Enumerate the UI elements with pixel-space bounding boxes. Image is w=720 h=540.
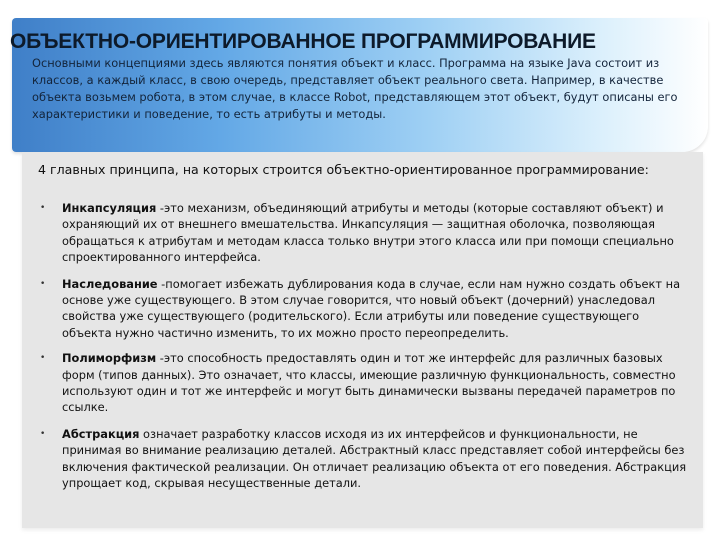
bullet-icon: • xyxy=(40,278,46,289)
principles-heading: 4 главных принципа, на которых строится объектно-ориентированное программирование: xyxy=(38,162,649,177)
bullet-icon: • xyxy=(40,428,46,439)
principle-term: Абстракция xyxy=(62,426,140,441)
principle-text: -это способность предоставлять один и тот же интерфейс для различных базовых форм (типов данных). Это означает, что классы, имеющие различную функциональность, совместно используют один и тот же интерфейс и могут быть динамически вызваны передачей параметров по ссылке. xyxy=(62,351,676,415)
principle-text: -помогает избежать дублирования кода в случае, если нам нужно создать объект на основе уже существующего. В этом случае говорится, что новый объект (дочерний) унаследовал свойства уже существующего (родительского). Если атрибуты или поведение существующего объекта нужно частично изменить, то их можно просто переопределить. xyxy=(62,276,681,340)
principle-term: Полиморфизм xyxy=(62,351,157,366)
bullet-icon: • xyxy=(40,353,46,364)
principle-text: -это механизм, объединяющий атрибуты и методы (которые составляют объект) и охраняющий их от внешнего вмешательства. Инкапсуляция — защитная оболочка, позволяющая обращаться к атрибутам и методам класса только внутри этого класса или при помощи специально спроектированного интерфейса. xyxy=(62,201,674,265)
bullet-icon: • xyxy=(40,203,46,213)
principle-encapsulation xyxy=(40,200,688,266)
principle-inheritance xyxy=(40,276,688,342)
principle-abstraction xyxy=(40,426,688,492)
principles-list xyxy=(40,200,688,492)
principle-term: Инкапсуляция xyxy=(62,201,157,215)
intro-paragraph: Основными концепциями здесь являются понятия объект и класс. Программа на языке Java состоит из классов, а каждый класс, в свою очередь, представляет объект реального света. Например, в качестве объекта возьмем робота, в этом случае, в классе Robot, представляющем этот объект, будут описаны его характеристики и поведение, то есть атрибуты и методы. xyxy=(32,56,678,121)
principle-term: Наследование xyxy=(62,276,158,291)
principle-polymorphism xyxy=(40,350,688,416)
principle-text: означает разработку классов исходя из их интерфейсов и функциональности, не принимая во внимание реализацию деталей. Абстрактный класс представляет собой интерфейсы без включения фактической реализации. Он отличает реализацию объекта от его поведения. Абстракция упрощает код, скрывая несущественные детали. xyxy=(62,426,687,491)
slide-title: ОБЪЕКТНО-ОРИЕНТИРОВАННОЕ ПРОГРАММИРОВАНИЕ xyxy=(10,30,596,53)
